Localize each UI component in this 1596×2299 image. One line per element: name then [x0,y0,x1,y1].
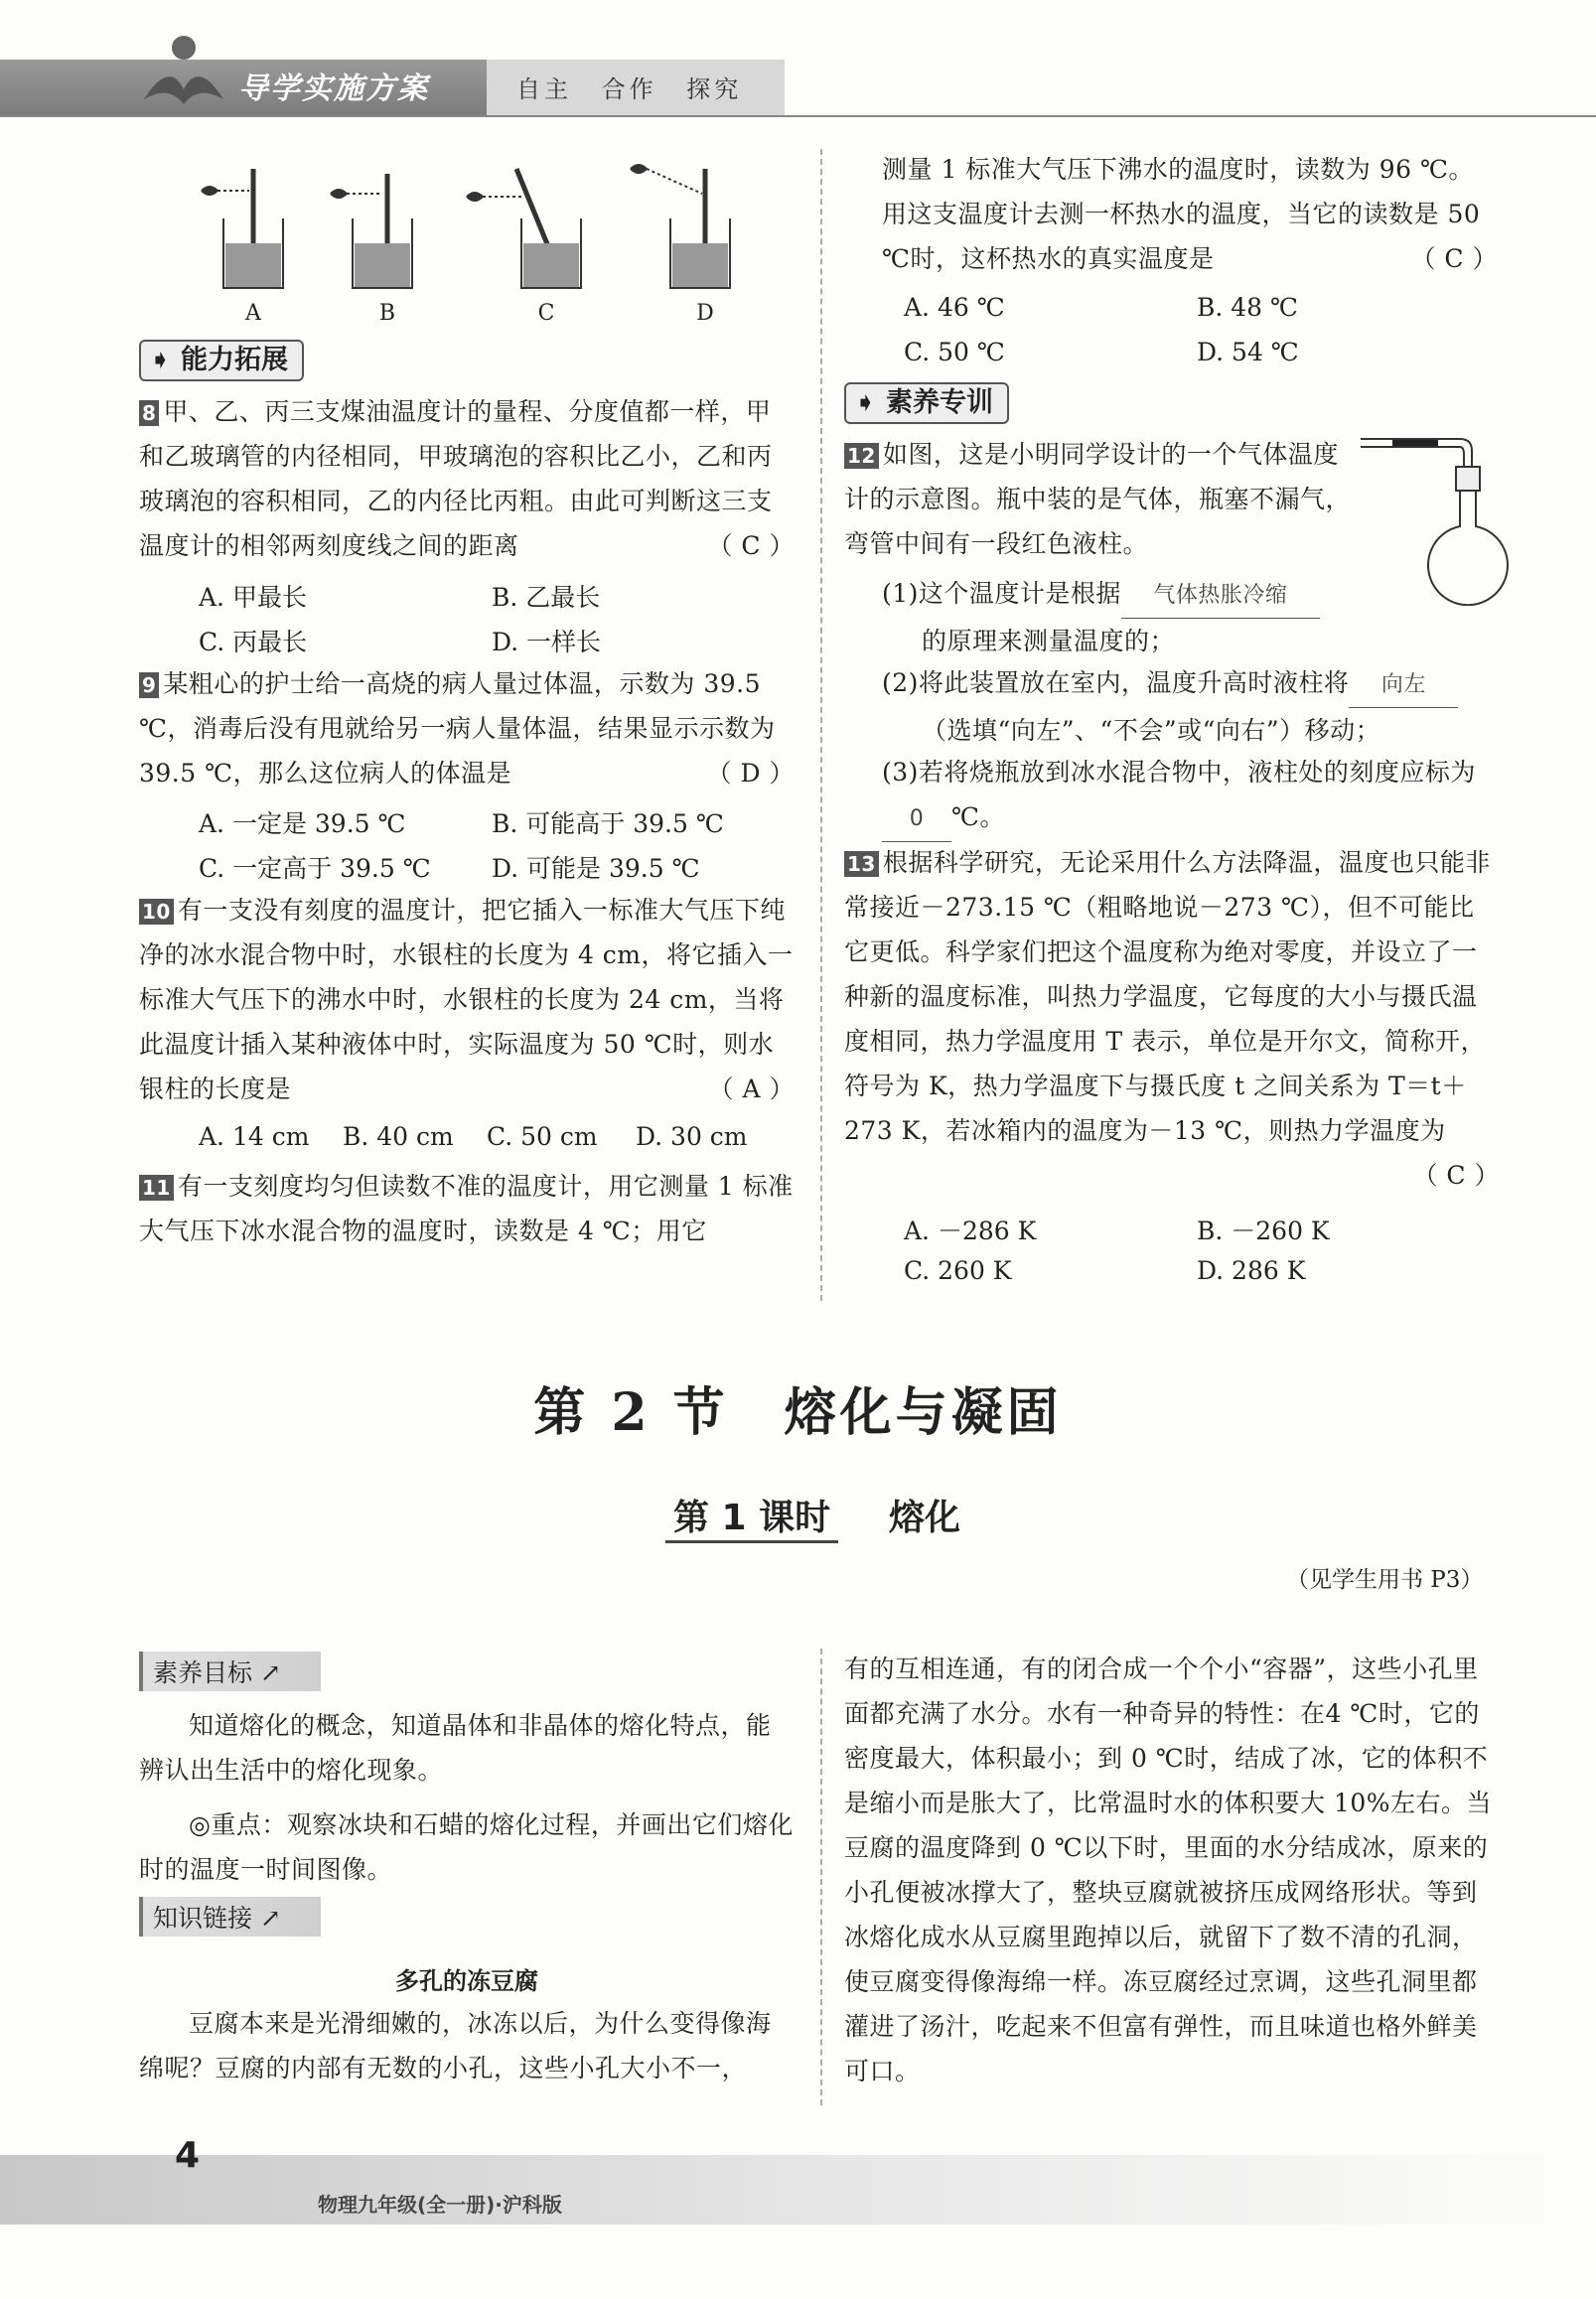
q12-part-2: (2)将此装置放在室内，温度升高时液柱将 向左 （选填“向左”、“不会”或“向右”）移动； [882,660,1498,753]
knowledge-text-b: 有的互相连通，有的闭合成一个个小“容器”，这些小孔里面都充满了水分。水有一种奇异的特性：在4 ℃时，它的密度最大，体积最小；到 0 ℃时，结成了冰，它的体积不是缩小而是胀大了，比常温时水的体积要大 10%左右。当豆腐的温度降到 0 ℃以下时，里面的水分结成冰，原来的小孔便被冰撑大了，整块豆腐就被挤压成网络形状。等到冰熔化成水从豆腐里跑掉以后，就留下了数不清的孔洞，使豆腐变得像海绵一样。冻豆腐经过烹调，这些孔洞里都灌进了汤汁，吃起来不但富有弹性，而且味道也格外鲜美可口。 [844,1654,1493,2085]
page-number: 4 [175,2135,201,2176]
figure-label-c: C [537,301,555,326]
knowledge-title: 多孔的冻豆腐 [395,1967,538,1995]
column-divider-lower [820,1649,822,2105]
student-book-ref: （见学生用书 P3） [1286,1567,1484,1593]
q8-option-c: C. 丙最长 [199,628,308,656]
q13-option-c: C. 260 K [904,1256,1012,1285]
footer-band [0,2155,1596,2225]
q11-option-a: A. 46 ℃ [904,293,1005,322]
figure-label-b: B [378,301,396,326]
question-13: 13 根据科学研究，无论采用什么方法降温，温度也只能非常接近－273.15 ℃（粗略地说－273 ℃），但不可能比它更低。科学家们把这个温度称为绝对零度，并设立了一种新的温度标准，叫热力学温度，它每度的大小与摄氏温度相同，热力学温度用 T 表示，单位是开尔文，简称开，符号为 K，热力学温度下与摄氏度 t 之间关系为 T＝t＋273 K，若冰箱内的温度为－13 ℃，则热力学温度为 （ C ） [844,848,1500,1190]
figure-label-d: D [696,301,714,326]
arrow-icon: ➧ [149,345,182,375]
q9-option-c: C. 一定高于 39.5 ℃ [199,854,431,883]
q10-option-d: D. 30 cm [636,1122,748,1151]
knowledge-text-a: 豆腐本来是光滑细嫩的，冰冻以后，为什么变得像海绵呢？豆腐的内部有无数的小孔，这些小孔大小不一， [139,2009,772,2083]
section-ability: ➧ 能力拓展 [139,340,304,379]
lesson-name: 熔化 [889,1498,961,1538]
q10-option-a: A. 14 cm [199,1122,310,1151]
q10-option-b: B. 40 cm [343,1122,454,1151]
knowledge-tag: 知识链接 ↗ [139,1897,321,1937]
q8-option-b: B. 乙最长 [492,583,601,612]
q13-option-a: A. －286 K [904,1217,1037,1245]
arrow-icon: ↗ [259,1658,281,1687]
lesson-label: 第 1 课时 [665,1490,838,1543]
header-subtitle: 自主 合作 探究 [516,75,743,103]
q11-option-c: C. 50 ℃ [904,338,1005,366]
q13-option-d: D. 286 K [1197,1256,1306,1285]
q12-answer-2: 向左 [1349,662,1458,708]
q12-answer-1: 气体热胀冷缩 [1121,573,1320,619]
goals-tag: 素养目标 ↗ [139,1652,321,1691]
goals-text: 知道熔化的概念，知道晶体和非晶体的熔化特点，能辨认出生活中的熔化现象。 [139,1711,772,1785]
q11-option-b: B. 48 ℃ [1197,293,1298,322]
question-11-part1: 11 有一支刻度均匀但读数不准的温度计，用它测量 1 标准大气压下冰水混合物的温度时，读数是 4 ℃；用它 [139,1172,794,1245]
logo-icon [139,30,228,109]
question-12: 12 如图，这是小明同学设计的一个气体温度计的示意图。瓶中装的是气体，瓶塞不漏气，弯管中间有一段红色液柱。 [844,440,1352,558]
arrow-icon: ↗ [259,1904,281,1933]
question-10: 10 有一支没有刻度的温度计，把它插入一标准大气压下纯净的冰水混合物中时，水银柱的长度为 4 cm，将它插入一标准大气压下的沸水中时，水银柱的长度为 24 cm，当将此温度计插入某种液体中时，实际温度为 50 ℃时，则水银柱的长度是 （ A ） [139,896,795,1103]
q8-option-a: A. 甲最长 [199,583,307,612]
q8-option-d: D. 一样长 [492,628,602,656]
figure-label-a: A [245,301,261,326]
q9-option-a: A. 一定是 39.5 ℃ [199,809,406,838]
q13-option-b: B. －260 K [1197,1217,1330,1245]
question-8: 8 甲、乙、丙三支煤油温度计的量程、分度值都一样，甲和乙玻璃管的内径相同，甲玻璃泡的容积比乙小，乙和丙玻璃泡的容积相同，乙的内径比丙粗。由此可判断这三支温度计的相邻两刻度线之间的距离 （ C ） [139,397,795,560]
column-divider [820,149,822,1301]
q12-part-1: (1)这个温度计是根据 气体热胀冷缩 的原理来测量温度的； [882,571,1498,663]
goals-key-point: ◎重点：观察冰块和石蜡的熔化过程，并画出它们熔化时的温度一时间图像。 [139,1810,794,1884]
q9-option-b: B. 可能高于 39.5 ℃ [492,809,724,838]
q12-part-3: (3)若将烧瓶放到冰水混合物中，液柱处的刻度应标为0 ℃。 [882,750,1508,842]
q10-option-c: C. 50 cm [487,1122,598,1151]
question-9: 9 某粗心的护士给一高烧的病人量过体温，示数为 39.5 ℃，消毒后没有甩就给另一病人量体温，结果显示示数为 39.5 ℃，那么这位病人的体温是 （ D ） [139,669,795,788]
header-title: 导学实施方案 [238,72,429,106]
header-rule [0,115,1596,117]
q11-option-d: D. 54 ℃ [1197,338,1299,366]
chapter-title: 第 2 节 熔化与凝固 [533,1382,1063,1443]
section-literacy: ➧ 素养专训 [844,382,1009,422]
arrow-icon: ➧ [854,387,887,418]
thermometer-reading-figure [194,149,750,328]
question-11-part2: 测量 1 标准大气压下沸水的温度时，读数为 96 ℃。用这支温度计去测一杯热水的温度，当它的读数是 50 ℃时，这杯热水的真实温度是 （ C ） [882,155,1498,273]
book-title: 物理九年级(全一册)·沪科版 [318,2193,562,2217]
q12-answer-3: 0 [882,796,951,842]
q9-option-d: D. 可能是 39.5 ℃ [492,854,700,883]
